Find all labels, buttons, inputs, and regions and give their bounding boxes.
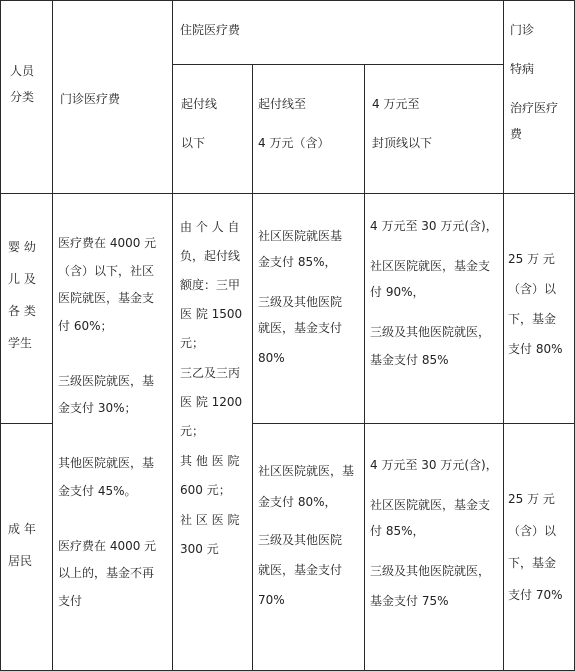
column-rule-3 xyxy=(252,64,253,671)
header-sub-to-40k: 起付线至 4 万元（含） xyxy=(258,97,330,150)
header-sub-deductible: 起付线 以下 xyxy=(181,97,218,150)
header-outpatient: 门诊医疗费 xyxy=(60,92,121,106)
row-category-children-students: 婴 幼 儿 及 各 类 学生 xyxy=(8,240,36,350)
inpatient-deductible-text: 由 个 人 自 负，起付线 额度：三甲 医 院 1500 元； 三乙及三丙 医 院 1200 元； 其 他 医 院 600 元； 社 区 医 院 300 元 xyxy=(180,220,243,556)
row2-inpatient-to-40k: 社区医院就医，基 金支付 80%， 三级及其他医院 就医，基金支付 70% xyxy=(258,464,355,607)
table-border-left xyxy=(0,0,1,671)
column-rule-4 xyxy=(364,64,365,671)
header-sub-40k-to-cap: 4 万元至 封顶线以下 xyxy=(372,97,433,150)
header-bottom-rule xyxy=(0,193,575,194)
row1-special-disease: 25 万 元 （含）以 下，基金 支付 80% xyxy=(508,252,563,356)
outpatient-policy-text: 医疗费在 4000 元 （含）以下，社区 医院就医，基金支 付 60%； 三级医院就医，基 金支付 30%； 其他医院就医，基 金支付 45%。 医疗费在 4000 元 以上的，基金不再 支付 xyxy=(58,236,157,608)
header-special-disease: 门诊 特病 治疗医疗 费 xyxy=(510,23,559,141)
row2-special-disease: 25 万 元 （含）以 下，基金 支付 70% xyxy=(508,492,563,602)
header-inpatient: 住院医疗费 xyxy=(180,23,241,37)
row1-inpatient-40k-to-cap: 4 万元至 30 万元(含)， 社区医院就医，基金支 付 90%， 三级及其他医院就医， 基金支付 85% xyxy=(370,219,498,367)
column-rule-5 xyxy=(503,0,504,671)
row-divider-right xyxy=(252,423,575,424)
column-rule-2 xyxy=(172,0,173,671)
header-person-category: 人员 分类 xyxy=(10,64,35,104)
row1-inpatient-to-40k: 社区医院就医基 金支付 85%， 三级及其他医院 就医，基金支付 80% xyxy=(258,229,343,365)
header-divider-inpatient xyxy=(172,64,503,65)
row2-inpatient-40k-to-cap: 4 万元至 30 万元(含)， 社区医院就医，基金支 付 85%， 三级及其他医院就医， 基金支付 75% xyxy=(370,458,498,608)
table-border-top xyxy=(0,0,575,1)
row-category-adult-residents: 成 年 居民 xyxy=(8,522,36,568)
row-divider xyxy=(0,423,52,424)
column-rule-1 xyxy=(52,0,53,671)
